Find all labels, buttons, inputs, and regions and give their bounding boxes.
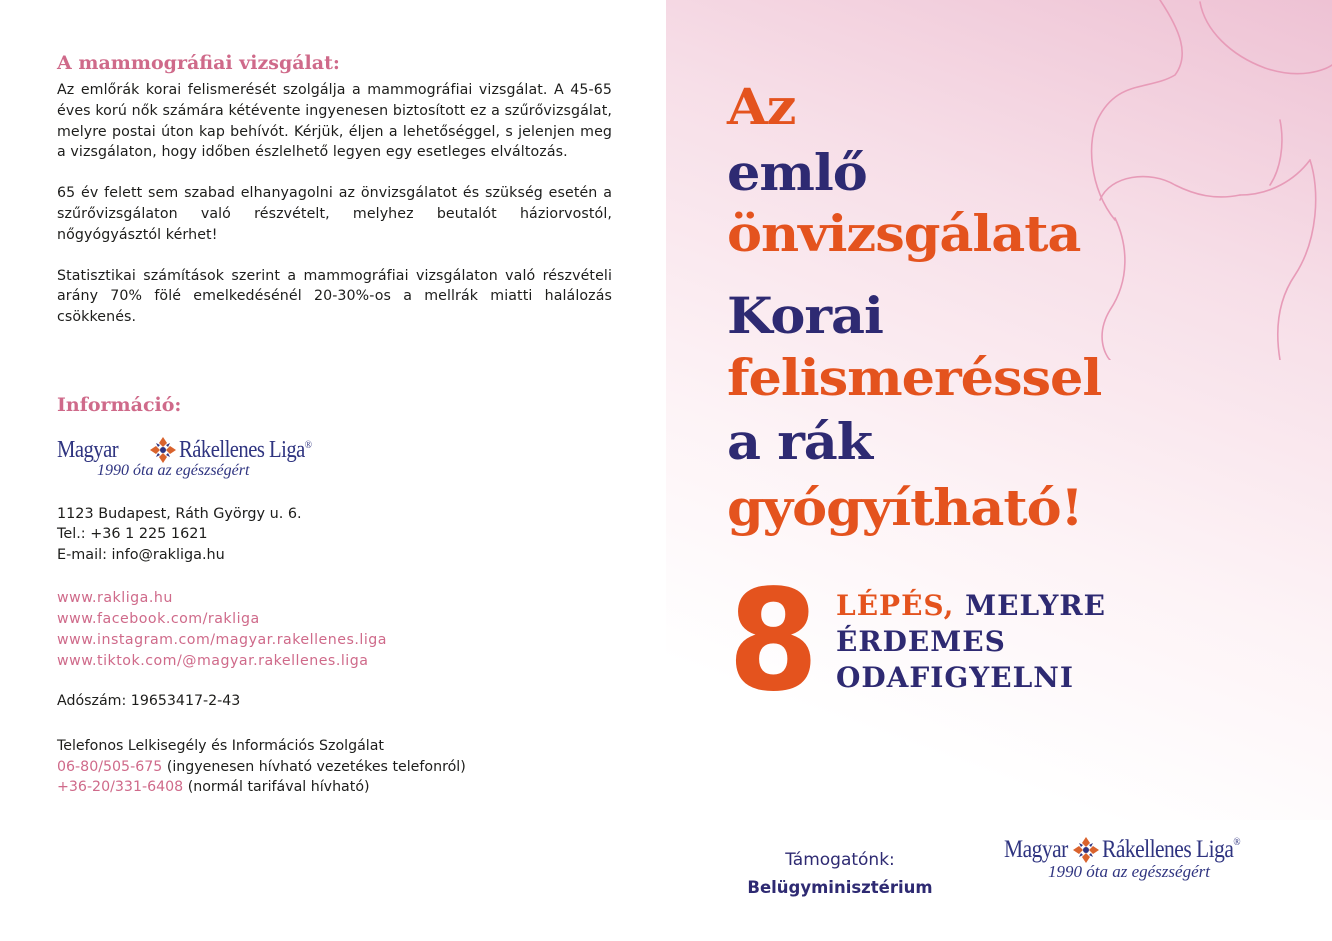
mammography-heading: A mammográfiai vizsgálat:	[57, 52, 340, 74]
league-emblem-icon	[149, 436, 177, 464]
mammography-paragraph-3: Statisztikai számítások szerint a mammográfiai vizsgálaton való részvételi arány 70% fölé emelkedésénél 20-30%-os a mellrák miatti halálozás csökkenés.	[57, 267, 612, 326]
tax-number	[57, 693, 240, 709]
sponsor-name: Belügyminisztérium	[747, 878, 933, 897]
steps-word-melyre: MELYRE	[965, 589, 1106, 622]
mammography-paragraph-1: Az emlőrák korai felismerését szolgálja a mammográfiai vizsgálat. A 45-65 éves korú nők számára kétévente ingyenesen biztosított ez a szűrővizsgálat, melyre postai úton kap behívót. Kérjük, éljen a lehetőséggel, s jelenjen meg a vizsgálaton, hogy időben észlelhető legyen egy esetleges elváltozás.	[57, 82, 612, 161]
steps-number: 8	[728, 560, 819, 723]
information-heading: Információ:	[57, 394, 182, 416]
helpline-1	[57, 757, 466, 778]
phone: Tel.: +36 1 225 1621	[57, 526, 208, 543]
logo-tagline: 1990 óta az egészségért	[97, 462, 250, 479]
headline-line-az: Az	[727, 77, 796, 136]
helpline-2-number[interactable]: +36-20/331-6408	[57, 779, 184, 796]
web-links	[57, 588, 387, 672]
link-facebook[interactable]: www.facebook.com/rakliga	[57, 611, 260, 627]
address: 1123 Budapest, Ráth György u. 6.	[57, 506, 302, 522]
headline-line-gyogyithato: gyógyítható!	[727, 478, 1083, 537]
female-torso-outline-illustration	[1080, 0, 1332, 360]
steps-text	[836, 588, 1106, 696]
mammography-paragraph-2: 65 év felett sem szabad elhanyagolni az önvizsgálatot és szükség esetén a szűrővizsgálaton való részvételt, melyhez beutalót háziorvostól, nőgyógyásztól kérhet!	[57, 185, 612, 243]
logo-word-magyar: Magyar	[1004, 836, 1068, 863]
helpline-block	[57, 736, 466, 798]
logo-word-magyar: Magyar	[57, 436, 119, 463]
league-logo-footer	[1004, 836, 1263, 882]
headline-line-onvizsgalata: önvizsgálata	[727, 204, 1081, 263]
steps-word-erdemes: ÉRDEMES	[836, 625, 1006, 658]
helpline-1-note: (ingyenesen hívható vezetékes telefonról)	[166, 758, 466, 775]
link-instagram[interactable]: www.instagram.com/magyar.rakellenes.liga	[57, 632, 387, 648]
left-column	[57, 52, 612, 328]
tax-value: 19653417-2-43	[130, 693, 241, 709]
headline-line-emlo: emlő	[727, 143, 867, 202]
link-website[interactable]: www.rakliga.hu	[57, 590, 173, 606]
steps-word-lepes: LÉPÉS,	[836, 589, 955, 622]
tax-label: Adószám:	[57, 693, 127, 709]
sponsor-block	[720, 846, 960, 902]
email: E-mail: info@rakliga.hu	[57, 546, 225, 563]
helpline-2	[57, 777, 466, 798]
link-tiktok[interactable]: www.tiktok.com/@magyar.rakellenes.liga	[57, 653, 369, 669]
contact-block	[57, 504, 302, 565]
headline-line-korai: Korai	[727, 286, 883, 345]
league-emblem-icon	[1072, 836, 1100, 864]
logo-tagline: 1990 óta az egészségért	[1048, 862, 1210, 881]
steps-word-odafigyelni: ODAFIGYELNI	[836, 661, 1074, 694]
league-logo	[57, 436, 333, 480]
helpline-title: Telefonos Lelkisegély és Információs Szolgálat	[57, 738, 384, 754]
logo-word-rakellenes-liga: Rákellenes Liga®	[179, 436, 312, 463]
helpline-2-note: (normál tarifával hívható)	[187, 779, 370, 796]
sponsor-label: Támogatónk:	[785, 850, 895, 870]
headline-line-a-rak: a rák	[727, 412, 873, 471]
headline-line-felismeressel: felismeréssel	[727, 348, 1102, 407]
logo-word-rakellenes-liga: Rákellenes Liga®	[1102, 836, 1241, 863]
helpline-1-number[interactable]: 06-80/505-675	[57, 758, 163, 775]
